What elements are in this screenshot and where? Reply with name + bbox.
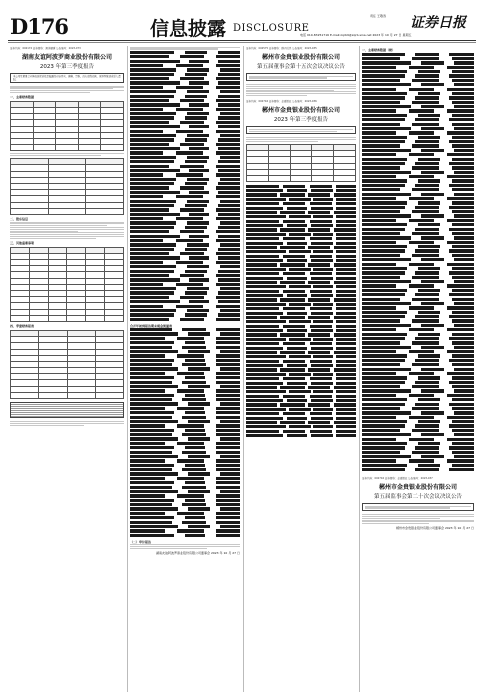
statement-row: [362, 341, 474, 345]
statement-row: [362, 175, 474, 179]
statement-row: [362, 275, 474, 279]
statement-row: [130, 529, 240, 533]
statement-row: [362, 157, 474, 161]
statement-row: [246, 307, 356, 311]
masthead-rule: [8, 40, 476, 41]
statement-row: [130, 217, 240, 221]
statement-row: [246, 311, 356, 315]
statement-row: [362, 166, 474, 170]
statement-row: [246, 337, 356, 341]
statement-row: [362, 240, 474, 244]
statement-row: [362, 201, 474, 205]
statement-row: [362, 87, 474, 91]
statement-row: [130, 516, 240, 520]
statement-row: [130, 463, 240, 467]
statement-row: [130, 450, 240, 454]
statement-row: [130, 415, 240, 419]
statement-row: [246, 293, 356, 297]
column-divider: [359, 46, 360, 692]
statement-row: [130, 393, 240, 397]
notice-box: [362, 503, 474, 511]
company-name: 郴州市金贵银业股份有限公司: [261, 54, 340, 61]
statement-row: [246, 193, 356, 197]
statement-row: [362, 253, 474, 257]
statement-row: [246, 289, 356, 293]
statement-row: [246, 355, 356, 359]
statement-row: [130, 520, 240, 524]
section-heading: 一、主要财务数据: [10, 94, 35, 99]
statement-row: [362, 315, 474, 319]
statement-row: [362, 223, 474, 227]
shareholder-table: [246, 184, 356, 438]
statement-row: [246, 416, 356, 420]
statement-row: [362, 306, 474, 310]
statement-row: [362, 196, 474, 200]
statement-row: [362, 288, 474, 292]
statement-row: [246, 188, 356, 192]
statement-row: [130, 295, 240, 299]
statement-row: [362, 450, 474, 454]
statement-row: [130, 398, 240, 402]
section-heading: （二）审计报告: [130, 539, 152, 544]
statement-row: [362, 350, 474, 354]
statement-row: [246, 333, 356, 337]
statement-row: [130, 269, 240, 273]
financial-table: [10, 101, 124, 152]
statement-row: [246, 324, 356, 328]
statement-row: [246, 197, 356, 201]
statement-row: [362, 249, 474, 253]
text-block: [10, 402, 124, 418]
statement-row: [130, 376, 240, 380]
statement-row: [130, 313, 240, 317]
security-code-line: 证券代码：002172 证券简称：澳洋健康 公告编号：2023-073: [10, 47, 81, 50]
statement-row: [130, 77, 240, 81]
statement-row: [246, 241, 356, 245]
statement-row: [130, 533, 240, 537]
statement-row: [246, 328, 356, 332]
statement-row: [130, 50, 240, 54]
statement-row: [130, 186, 240, 190]
statement-row: [246, 398, 356, 402]
statement-row: [130, 72, 240, 76]
statement-row: [362, 271, 474, 275]
statement-row: [246, 342, 356, 346]
section-heading: 三、其他重要事项: [10, 240, 35, 245]
statement-row: [246, 302, 356, 306]
statement-row: [246, 258, 356, 262]
statement-row: [130, 247, 240, 251]
statement-row: [130, 511, 240, 515]
statement-row: [130, 446, 240, 450]
column-2: [130, 46, 240, 692]
statement-row: [362, 284, 474, 288]
statement-row: [362, 402, 474, 406]
statement-row: [362, 135, 474, 139]
statement-row: [362, 100, 474, 104]
statement-row: [362, 266, 474, 270]
column-4: [362, 46, 474, 692]
statement-row: [130, 151, 240, 155]
statement-row: [246, 298, 356, 302]
statement-row: [246, 184, 356, 188]
statement-row: [130, 230, 240, 234]
statement-row: [362, 336, 474, 340]
masthead-rule-thin: [8, 42, 476, 43]
statement-row: [362, 144, 474, 148]
statement-row: [130, 138, 240, 142]
security-code-line: 证券代码：002716 证券简称：金贵银业 公告编号：2023-036: [246, 100, 317, 104]
statement-row: [362, 415, 474, 419]
statement-row: [362, 91, 474, 95]
statement-row: [246, 202, 356, 206]
statement-row: [362, 332, 474, 336]
statement-row: [362, 293, 474, 297]
statement-row: [362, 459, 474, 463]
statement-row: [246, 407, 356, 411]
statement-row: [246, 276, 356, 280]
financial-table: [10, 330, 124, 399]
statement-row: [130, 94, 240, 98]
statement-row: [362, 70, 474, 74]
statement-row: [362, 393, 474, 397]
statement-row: [362, 227, 474, 231]
statement-row: [246, 219, 356, 223]
company-name: 湖南友谊阿波罗商业股份有限公司: [21, 54, 112, 61]
statement-row: [362, 122, 474, 126]
statement-row: [362, 74, 474, 78]
statement-row: [246, 250, 356, 254]
statement-row: [130, 85, 240, 89]
statement-row: [362, 437, 474, 441]
financial-table: [362, 52, 474, 472]
notice-box: [246, 126, 356, 134]
statement-row: [362, 385, 474, 389]
statement-row: [246, 372, 356, 376]
statement-row: [130, 494, 240, 498]
statement-row: [130, 238, 240, 242]
page-number: D176: [10, 14, 69, 39]
statement-row: [362, 446, 474, 450]
statement-row: [246, 210, 356, 214]
report-title: 2023 年第三季度报告: [273, 117, 329, 124]
security-code-line: 证券代码：002575 证券简称：群兴玩具 公告编号：2023-035: [246, 47, 317, 50]
statement-row: [130, 304, 240, 308]
statement-row: [130, 260, 240, 264]
statement-row: [246, 403, 356, 407]
statement-row: [362, 118, 474, 122]
statement-row: [362, 463, 474, 467]
newspaper-logo: 证券日报: [410, 15, 466, 31]
statement-row: [130, 182, 240, 186]
statement-row: [130, 481, 240, 485]
statement-row: [362, 65, 474, 69]
statement-row: [362, 358, 474, 362]
column-3: [246, 46, 356, 692]
statement-row: [362, 56, 474, 60]
statement-row: [362, 310, 474, 314]
statement-row: [130, 203, 240, 207]
statement-row: [130, 428, 240, 432]
statement-row: [130, 336, 240, 340]
statement-row: [246, 263, 356, 267]
contact-line: 电话 010-83251716 E-mail:zqrb9@zqrb.sina.net 2023 年 10 月 27 日 星期五: [300, 33, 412, 37]
section-heading: 四、季度财务报表: [10, 323, 35, 328]
statement-row: [130, 55, 240, 59]
statement-row: [246, 363, 356, 367]
statement-row: [130, 485, 240, 489]
statement-row: [362, 131, 474, 135]
report-title: 2023 年第三季度报告: [39, 64, 95, 70]
editor-credit: 责任 王敬涛: [370, 14, 386, 18]
statement-row: [130, 273, 240, 277]
column-divider: [243, 46, 244, 692]
financial-table: [246, 144, 356, 182]
statement-row: [130, 120, 240, 124]
column-divider: [127, 46, 128, 692]
statement-row: [130, 291, 240, 295]
masthead: [0, 0, 484, 40]
company-name: 郴州市金贵银业股份有限公司: [378, 484, 457, 491]
statement-row: [362, 205, 474, 209]
section-title: 信息披露: [150, 18, 227, 40]
statement-row: [246, 320, 356, 324]
statement-row: [362, 161, 474, 165]
statement-row: [362, 78, 474, 82]
statement-row: [362, 245, 474, 249]
statement-row: [130, 389, 240, 393]
statement-row: [246, 425, 356, 429]
statement-row: [130, 498, 240, 502]
statement-row: [246, 429, 356, 433]
statement-row: [246, 254, 356, 258]
statement-row: [246, 390, 356, 394]
statement-row: [130, 160, 240, 164]
section-title-en: DISCLOSURE: [233, 23, 310, 34]
statement-row: [130, 107, 240, 111]
statement-row: [246, 215, 356, 219]
signature-line: 湖南友谊阿波罗商业股份有限公司董事会 2023 年 10 月 27 日: [156, 550, 240, 555]
statement-row: [362, 153, 474, 157]
statement-row: [362, 428, 474, 432]
section-heading: 合并年初到报告期末现金流量表: [130, 323, 173, 328]
statement-row: [130, 424, 240, 428]
statement-row: [246, 359, 356, 363]
statement-row: [362, 371, 474, 375]
signature-line: 郴州市金贵银业股份有限公司董事会 2023 年 10 月 27 日: [396, 526, 474, 531]
statement-row: [246, 206, 356, 210]
statement-row: [362, 441, 474, 445]
statement-row: [246, 223, 356, 227]
statement-row: [362, 183, 474, 187]
statement-row: [362, 468, 474, 472]
statement-row: [130, 208, 240, 212]
statement-row: [130, 411, 240, 415]
statement-row: [246, 385, 356, 389]
statement-row: [362, 376, 474, 380]
statement-row: [130, 225, 240, 229]
statement-row: [362, 424, 474, 428]
statement-row: [246, 412, 356, 416]
announcement-title: 第五届监事会第二十次会议决议公告: [373, 494, 462, 500]
statement-row: [246, 272, 356, 276]
security-code-line: 证券代码：002716 证券简称：金贵银业 公告编号：2023-037: [362, 477, 433, 480]
statement-row: [246, 237, 356, 241]
statement-row: [362, 380, 474, 384]
statement-row: [130, 503, 240, 507]
statement-row: [130, 363, 240, 367]
statement-row: [362, 354, 474, 358]
statement-row: [130, 317, 240, 321]
statement-row: [246, 420, 356, 424]
statement-row: [362, 52, 474, 56]
statement-row: [246, 228, 356, 232]
statement-row: [362, 363, 474, 367]
statement-row: [130, 195, 240, 199]
statement-row: [362, 297, 474, 301]
statement-row: [130, 406, 240, 410]
statement-row: [130, 116, 240, 120]
section-heading: 二、股东信息: [10, 216, 29, 221]
statement-row: [246, 368, 356, 372]
statement-row: [130, 354, 240, 358]
statement-row: [130, 282, 240, 286]
statement-row: [246, 381, 356, 385]
statement-row: [362, 109, 474, 113]
shareholder-table: [10, 247, 124, 322]
statement-row: [130, 252, 240, 256]
statement-row: [362, 398, 474, 402]
statement-row: [246, 350, 356, 354]
statement-row: [246, 315, 356, 319]
notice-box: [10, 73, 124, 83]
statement-row: [130, 380, 240, 384]
statement-row: [246, 377, 356, 381]
statement-row: [130, 341, 240, 345]
statement-row: [362, 328, 474, 332]
statement-row: [362, 420, 474, 424]
statement-row: [130, 173, 240, 177]
statement-row: [130, 476, 240, 480]
announcement-title: 第五届董事会第十五次会议决议公告: [256, 64, 345, 70]
statement-row: [130, 98, 240, 102]
statement-row: [246, 232, 356, 236]
statement-row: [362, 113, 474, 117]
statement-row: [130, 468, 240, 472]
notice-text: 本公司及董事会全体成员保证信息披露的内容真实、准确、完整，没有虚假记载、误导性陈述或重大遗漏。: [13, 75, 121, 82]
statement-row: [362, 262, 474, 266]
company-name: 郴州市金贵银业股份有限公司: [261, 107, 340, 115]
statement-row: [362, 96, 474, 100]
statement-row: [246, 433, 356, 437]
statement-row: [130, 441, 240, 445]
statement-row: [246, 280, 356, 284]
statement-row: [246, 285, 356, 289]
statement-row: [362, 319, 474, 323]
statement-row: [130, 358, 240, 362]
balance-sheet: [130, 50, 240, 321]
statement-row: [130, 433, 240, 437]
statement-row: [130, 142, 240, 146]
financial-table: [10, 158, 124, 215]
statement-row: [130, 328, 240, 332]
statement-row: [246, 346, 356, 350]
statement-row: [362, 231, 474, 235]
statement-row: [246, 394, 356, 398]
statement-row: [130, 63, 240, 67]
statement-row: [246, 245, 356, 249]
statement-row: [362, 406, 474, 410]
column-1: [10, 46, 124, 692]
statement-row: [362, 188, 474, 192]
notice-box: [246, 73, 356, 81]
statement-row: [130, 345, 240, 349]
statement-row: [130, 459, 240, 463]
statement-row: [130, 371, 240, 375]
cash-flow-statement: [130, 328, 240, 538]
statement-row: [362, 218, 474, 222]
statement-row: [362, 179, 474, 183]
statement-row: [130, 129, 240, 133]
statement-row: [130, 164, 240, 168]
section-heading: 一、主要财务数据（续）: [362, 48, 396, 52]
statement-row: [362, 140, 474, 144]
statement-row: [362, 210, 474, 214]
statement-row: [246, 267, 356, 271]
